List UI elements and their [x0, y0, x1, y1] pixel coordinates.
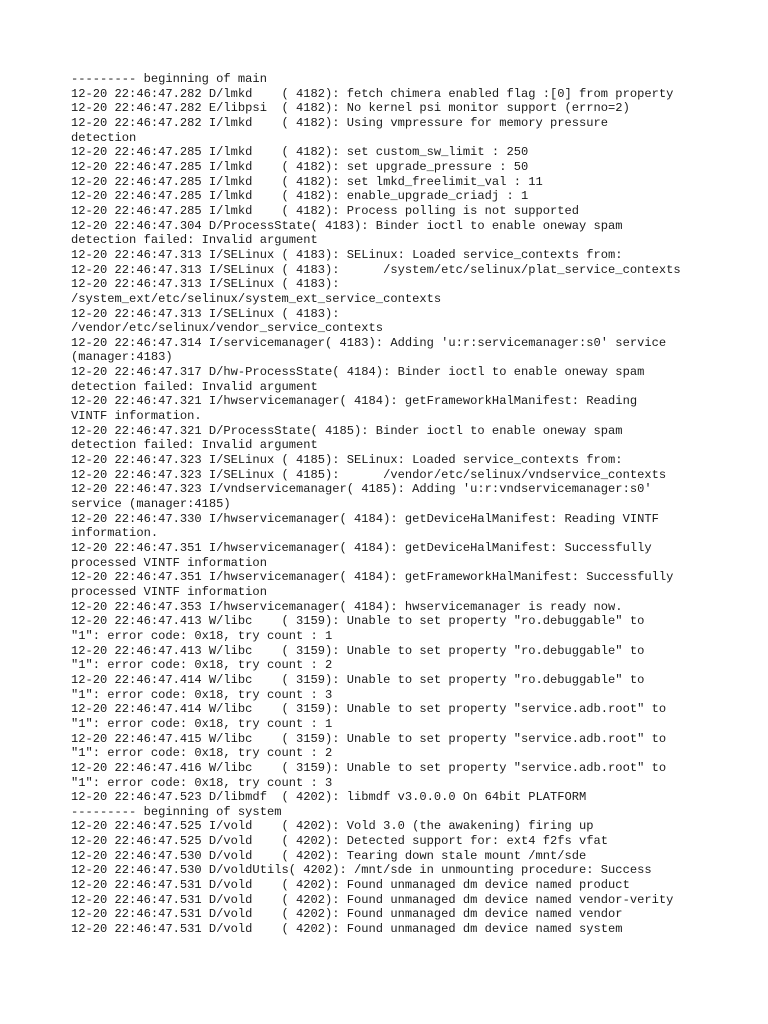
log-line: service (manager:4185) [71, 497, 231, 512]
log-line: 12-20 22:46:47.314 I/servicemanager( 4183): Adding 'u:r:servicemanager:s0' service [71, 335, 667, 350]
log-line: 12-20 22:46:47.351 I/hwservicemanager( 4184): getDeviceHalManifest: Successfully [71, 541, 652, 555]
log-line: 12-20 22:46:47.304 D/ProcessState( 4183): Binder ioctl to enable oneway spam [71, 218, 623, 233]
log-line: processed VINTF information [71, 555, 267, 570]
log-line: 12-20 22:46:47.321 I/hwservicemanager( 4184): getFrameworkHalManifest: Reading [71, 394, 638, 409]
log-line: 12-20 22:46:47.415 W/libc ( 3159): Unable to set property "service.adb.root" to [71, 731, 667, 746]
log-line: detection failed: Invalid argument [71, 233, 318, 248]
log-line: 12-20 22:46:47.530 D/voldUtils( 4202): /mnt/sde in unmounting procedure: Success [71, 863, 652, 878]
log-line: 12-20 22:46:47.285 I/lmkd ( 4182): enable_upgrade_criadj : 1 [71, 189, 529, 204]
log-line: 12-20 22:46:47.353 I/hwservicemanager( 4184): hwservicemanager is ready now. [71, 599, 623, 614]
log-line: 12-20 22:46:47.282 I/lmkd ( 4182): Using vmpressure for memory pressure [71, 115, 609, 130]
log-line: /system_ext/etc/selinux/system_ext_service_contexts [71, 291, 442, 306]
log-line: 12-20 22:46:47.525 D/vold ( 4202): Detected support for: ext4 f2fs vfat [71, 834, 609, 849]
log-line: (manager:4183) [71, 350, 173, 365]
log-line: 12-20 22:46:47.321 D/ProcessState( 4185): Binder ioctl to enable oneway spam [71, 423, 623, 438]
log-line: 12-20 22:46:47.531 D/vold ( 4202): Found unmanaged dm device named vendor-verity [71, 892, 674, 907]
log-line: 12-20 22:46:47.351 I/hwservicemanager( 4184): getFrameworkHalManifest: Successfully [71, 570, 674, 585]
log-line: 12-20 22:46:47.285 I/lmkd ( 4182): set upgrade_pressure : 50 [71, 159, 529, 174]
log-line: "1": error code: 0x18, try count : 3 [71, 687, 333, 702]
log-line: 12-20 22:46:47.525 I/vold ( 4202): Vold 3.0 (the awakening) firing up [71, 819, 594, 834]
log-line: 12-20 22:46:47.531 D/vold ( 4202): Found unmanaged dm device named product [71, 878, 630, 893]
log-line: 12-20 22:46:47.531 D/vold ( 4202): Found unmanaged dm device named vendor [71, 907, 623, 922]
log-line: detection failed: Invalid argument [71, 379, 318, 394]
log-line: "1": error code: 0x18, try count : 1 [71, 716, 333, 731]
log-line: 12-20 22:46:47.282 D/lmkd ( 4182): fetch chimera enabled flag :[0] from property [71, 86, 674, 101]
log-line: 12-20 22:46:47.416 W/libc ( 3159): Unable to set property "service.adb.root" to [71, 760, 667, 775]
log-line: 12-20 22:46:47.285 I/lmkd ( 4182): set custom_sw_limit : 250 [71, 145, 529, 160]
log-line: 12-20 22:46:47.330 I/hwservicemanager( 4184): getDeviceHalManifest: Reading VINTF [71, 511, 659, 526]
log-line: 12-20 22:46:47.313 I/SELinux ( 4183): [71, 306, 340, 321]
log-line: 12-20 22:46:47.313 I/SELinux ( 4183): /system/etc/selinux/plat_service_contexts [71, 262, 681, 277]
log-line: detection failed: Invalid argument [71, 438, 318, 453]
log-line: "1": error code: 0x18, try count : 1 [71, 628, 333, 643]
log-line: 12-20 22:46:47.530 D/vold ( 4202): Tearing down stale mount /mnt/sde [71, 848, 587, 863]
log-line: information. [71, 526, 159, 541]
log-line: 12-20 22:46:47.323 I/vndservicemanager( 4185): Adding 'u:r:vndservicemanager:s0' [71, 482, 652, 497]
log-line: 12-20 22:46:47.285 I/lmkd ( 4182): Process polling is not supported [71, 203, 580, 218]
log-line: 12-20 22:46:47.523 D/libmdf ( 4202): libmdf v3.0.0.0 On 64bit PLATFORM [71, 790, 587, 805]
log-line: 12-20 22:46:47.413 W/libc ( 3159): Unable to set property "ro.debuggable" to [71, 614, 645, 629]
log-line: 12-20 22:46:47.282 E/libpsi ( 4182): No kernel psi monitor support (errno=2) [71, 101, 630, 116]
log-line: 12-20 22:46:47.285 I/lmkd ( 4182): set lmkd_freelimit_val : 11 [71, 174, 543, 189]
log-line: 12-20 22:46:47.317 D/hw-ProcessState( 4184): Binder ioctl to enable oneway spam [71, 365, 645, 380]
log-line: processed VINTF information [71, 584, 267, 599]
log-line: 12-20 22:46:47.313 I/SELinux ( 4183): SELinux: Loaded service_contexts from: [71, 247, 623, 262]
log-line: /vendor/etc/selinux/vendor_service_contexts [71, 321, 384, 336]
log-line: "1": error code: 0x18, try count : 3 [71, 775, 333, 790]
log-line: "1": error code: 0x18, try count : 2 [71, 658, 333, 673]
log-line: detection [71, 130, 137, 145]
log-line: 12-20 22:46:47.323 I/SELinux ( 4185): SELinux: Loaded service_contexts from: [71, 453, 623, 468]
log-document [71, 72, 711, 937]
log-line: --------- beginning of system [71, 804, 282, 819]
log-line: 12-20 22:46:47.413 W/libc ( 3159): Unable to set property "ro.debuggable" to [71, 643, 645, 658]
log-line: VINTF information. [71, 409, 202, 424]
log-line: "1": error code: 0x18, try count : 2 [71, 746, 333, 761]
log-line: 12-20 22:46:47.323 I/SELinux ( 4185): /vendor/etc/selinux/vndservice_contexts [71, 467, 667, 482]
log-line: 12-20 22:46:47.414 W/libc ( 3159): Unable to set property "ro.debuggable" to [71, 672, 645, 687]
log-line: --------- beginning of main [71, 72, 267, 86]
log-line: 12-20 22:46:47.313 I/SELinux ( 4183): [71, 277, 340, 292]
log-line: 12-20 22:46:47.531 D/vold ( 4202): Found unmanaged dm device named system [71, 922, 623, 937]
log-line: 12-20 22:46:47.414 W/libc ( 3159): Unable to set property "service.adb.root" to [71, 702, 667, 717]
